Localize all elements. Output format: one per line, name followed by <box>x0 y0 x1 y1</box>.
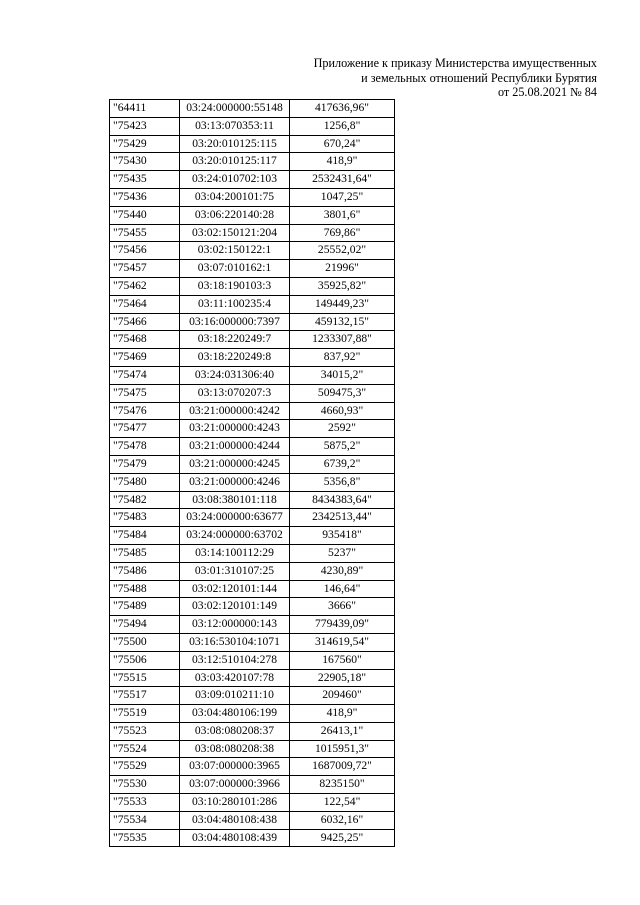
row-number-cell: "75519 <box>110 705 180 723</box>
row-number-cell: "75457 <box>110 260 180 278</box>
table-row <box>110 366 395 384</box>
cadastral-number-cell: 03:07:000000:3965 <box>180 758 290 776</box>
value-cell: 1047,25" <box>290 188 395 206</box>
table-row <box>110 455 395 473</box>
table-row <box>110 758 395 776</box>
row-number-cell: "75478 <box>110 438 180 456</box>
appendix-header-line-2: и земельных отношений Республики Бурятия <box>361 70 597 85</box>
appendix-header <box>314 56 597 100</box>
row-number-cell: "75466 <box>110 313 180 331</box>
row-number-cell: "75523 <box>110 722 180 740</box>
value-cell: 146,64" <box>290 580 395 598</box>
row-number-cell: "75524 <box>110 740 180 758</box>
table-row <box>110 829 395 847</box>
table-row <box>110 544 395 562</box>
cadastral-number-cell: 03:09:010211:10 <box>180 687 290 705</box>
cadastral-number-cell: 03:24:000000:55148 <box>180 100 290 118</box>
row-number-cell: "75484 <box>110 527 180 545</box>
table-row <box>110 295 395 313</box>
table-row <box>110 438 395 456</box>
cadastral-number-cell: 03:24:010702:103 <box>180 171 290 189</box>
row-number-cell: "75440 <box>110 206 180 224</box>
cadastral-number-cell: 03:04:480106:199 <box>180 705 290 723</box>
value-cell: 3666" <box>290 598 395 616</box>
table-row <box>110 633 395 651</box>
table-row <box>110 740 395 758</box>
cadastral-number-cell: 03:06:220140:28 <box>180 206 290 224</box>
cadastral-number-cell: 03:13:070207:3 <box>180 384 290 402</box>
row-number-cell: "75489 <box>110 598 180 616</box>
row-number-cell: "75500 <box>110 633 180 651</box>
value-cell: 209460" <box>290 687 395 705</box>
table-row <box>110 616 395 634</box>
cadastral-number-cell: 03:07:000000:3966 <box>180 776 290 794</box>
table-row <box>110 153 395 171</box>
value-cell: 8434383,64" <box>290 491 395 509</box>
value-cell: 1015951,3" <box>290 740 395 758</box>
cadastral-number-cell: 03:21:000000:4245 <box>180 455 290 473</box>
table-row <box>110 811 395 829</box>
table-body <box>110 100 395 847</box>
table-row <box>110 384 395 402</box>
value-cell: 779439,09" <box>290 616 395 634</box>
cadastral-number-cell: 03:18:220249:7 <box>180 331 290 349</box>
value-cell: 2342513,44" <box>290 509 395 527</box>
row-number-cell: "75469 <box>110 349 180 367</box>
table-row <box>110 242 395 260</box>
cadastral-number-cell: 03:04:480108:438 <box>180 811 290 829</box>
value-cell: 1256,8" <box>290 117 395 135</box>
table-row <box>110 277 395 295</box>
table-row <box>110 402 395 420</box>
row-number-cell: "75529 <box>110 758 180 776</box>
value-cell: 1233307,88" <box>290 331 395 349</box>
cadastral-number-cell: 03:02:120101:144 <box>180 580 290 598</box>
table-row <box>110 527 395 545</box>
value-cell: 5356,8" <box>290 473 395 491</box>
cadastral-number-cell: 03:10:280101:286 <box>180 794 290 812</box>
value-cell: 509475,3" <box>290 384 395 402</box>
row-number-cell: "75474 <box>110 366 180 384</box>
table-row <box>110 188 395 206</box>
table-row <box>110 651 395 669</box>
value-cell: 935418" <box>290 527 395 545</box>
table-row <box>110 776 395 794</box>
cadastral-number-cell: 03:24:031306:40 <box>180 366 290 384</box>
row-number-cell: "75476 <box>110 402 180 420</box>
cadastral-number-cell: 03:24:000000:63677 <box>180 509 290 527</box>
cadastral-number-cell: 03:24:000000:63702 <box>180 527 290 545</box>
table-row <box>110 331 395 349</box>
cadastral-number-cell: 03:02:150122:1 <box>180 242 290 260</box>
table-row <box>110 491 395 509</box>
table-row <box>110 509 395 527</box>
row-number-cell: "75464 <box>110 295 180 313</box>
table-row <box>110 349 395 367</box>
table-row <box>110 117 395 135</box>
table-row <box>110 598 395 616</box>
value-cell: 5875,2" <box>290 438 395 456</box>
cadastral-number-cell: 03:21:000000:4242 <box>180 402 290 420</box>
row-number-cell: "75530 <box>110 776 180 794</box>
cadastral-number-cell: 03:13:070353:11 <box>180 117 290 135</box>
cadastral-number-cell: 03:21:000000:4244 <box>180 438 290 456</box>
value-cell: 4230,89" <box>290 562 395 580</box>
row-number-cell: "75462 <box>110 277 180 295</box>
cadastral-number-cell: 03:08:380101:118 <box>180 491 290 509</box>
table-row <box>110 705 395 723</box>
row-number-cell: "75515 <box>110 669 180 687</box>
cadastral-number-cell: 03:12:000000:143 <box>180 616 290 634</box>
table-row <box>110 580 395 598</box>
value-cell: 2532431,64" <box>290 171 395 189</box>
cadastral-number-cell: 03:21:000000:4246 <box>180 473 290 491</box>
value-cell: 35925,82" <box>290 277 395 295</box>
cadastral-number-cell: 03:02:150121:204 <box>180 224 290 242</box>
row-number-cell: "75430 <box>110 153 180 171</box>
value-cell: 837,92" <box>290 349 395 367</box>
value-cell: 22905,18" <box>290 669 395 687</box>
row-number-cell: "75533 <box>110 794 180 812</box>
table-row <box>110 473 395 491</box>
value-cell: 769,86" <box>290 224 395 242</box>
row-number-cell: "75475 <box>110 384 180 402</box>
row-number-cell: "75423 <box>110 117 180 135</box>
table-row <box>110 669 395 687</box>
cadastral-number-cell: 03:16:000000:7397 <box>180 313 290 331</box>
value-cell: 3801,6" <box>290 206 395 224</box>
row-number-cell: "64411 <box>110 100 180 118</box>
cadastral-value-table <box>109 99 395 847</box>
row-number-cell: "75482 <box>110 491 180 509</box>
value-cell: 122,54" <box>290 794 395 812</box>
value-cell: 149449,23" <box>290 295 395 313</box>
cadastral-number-cell: 03:08:080208:38 <box>180 740 290 758</box>
value-cell: 418,9" <box>290 153 395 171</box>
table-row <box>110 562 395 580</box>
row-number-cell: "75480 <box>110 473 180 491</box>
cadastral-number-cell: 03:18:220249:8 <box>180 349 290 367</box>
cadastral-number-cell: 03:18:190103:3 <box>180 277 290 295</box>
value-cell: 5237" <box>290 544 395 562</box>
table-row <box>110 224 395 242</box>
value-cell: 2592" <box>290 420 395 438</box>
row-number-cell: "75488 <box>110 580 180 598</box>
value-cell: 26413,1" <box>290 722 395 740</box>
value-cell: 9425,25" <box>290 829 395 847</box>
table-row <box>110 260 395 278</box>
value-cell: 4660,93" <box>290 402 395 420</box>
cadastral-number-cell: 03:16:530104:1071 <box>180 633 290 651</box>
row-number-cell: "75486 <box>110 562 180 580</box>
table-row <box>110 100 395 118</box>
cadastral-number-cell: 03:20:010125:115 <box>180 135 290 153</box>
table-row <box>110 171 395 189</box>
cadastral-number-cell: 03:01:310107:25 <box>180 562 290 580</box>
row-number-cell: "75483 <box>110 509 180 527</box>
cadastral-number-cell: 03:14:100112:29 <box>180 544 290 562</box>
cadastral-number-cell: 03:04:200101:75 <box>180 188 290 206</box>
table-row <box>110 794 395 812</box>
cadastral-number-cell: 03:07:010162:1 <box>180 260 290 278</box>
value-cell: 417636,96" <box>290 100 395 118</box>
value-cell: 6739,2" <box>290 455 395 473</box>
appendix-header-line-1: Приложение к приказу Министерства имущественных <box>313 56 597 70</box>
value-cell: 167560" <box>290 651 395 669</box>
value-cell: 459132,15" <box>290 313 395 331</box>
table-row <box>110 687 395 705</box>
cadastral-number-cell: 03:20:010125:117 <box>180 153 290 171</box>
row-number-cell: "75485 <box>110 544 180 562</box>
value-cell: 314619,54" <box>290 633 395 651</box>
row-number-cell: "75456 <box>110 242 180 260</box>
value-cell: 6032,16" <box>290 811 395 829</box>
row-number-cell: "75517 <box>110 687 180 705</box>
value-cell: 1687009,72" <box>290 758 395 776</box>
row-number-cell: "75479 <box>110 455 180 473</box>
cadastral-number-cell: 03:04:480108:439 <box>180 829 290 847</box>
table-row <box>110 420 395 438</box>
row-number-cell: "75435 <box>110 171 180 189</box>
cadastral-number-cell: 03:11:100235:4 <box>180 295 290 313</box>
value-cell: 21996" <box>290 260 395 278</box>
row-number-cell: "75535 <box>110 829 180 847</box>
table-row <box>110 135 395 153</box>
table-row <box>110 722 395 740</box>
row-number-cell: "75494 <box>110 616 180 634</box>
cadastral-number-cell: 03:12:510104:278 <box>180 651 290 669</box>
cadastral-number-cell: 03:02:120101:149 <box>180 598 290 616</box>
row-number-cell: "75436 <box>110 188 180 206</box>
row-number-cell: "75429 <box>110 135 180 153</box>
value-cell: 34015,2" <box>290 366 395 384</box>
value-cell: 670,24" <box>290 135 395 153</box>
cadastral-number-cell: 03:08:080208:37 <box>180 722 290 740</box>
row-number-cell: "75506 <box>110 651 180 669</box>
value-cell: 8235150" <box>290 776 395 794</box>
value-cell: 25552,02" <box>290 242 395 260</box>
cadastral-number-cell: 03:03:420107:78 <box>180 669 290 687</box>
row-number-cell: "75477 <box>110 420 180 438</box>
value-cell: 418,9" <box>290 705 395 723</box>
table-row <box>110 313 395 331</box>
row-number-cell: "75534 <box>110 811 180 829</box>
row-number-cell: "75455 <box>110 224 180 242</box>
cadastral-number-cell: 03:21:000000:4243 <box>180 420 290 438</box>
row-number-cell: "75468 <box>110 331 180 349</box>
table-row <box>110 206 395 224</box>
appendix-header-line-3: от 25.08.2021 № 84 <box>497 85 597 100</box>
